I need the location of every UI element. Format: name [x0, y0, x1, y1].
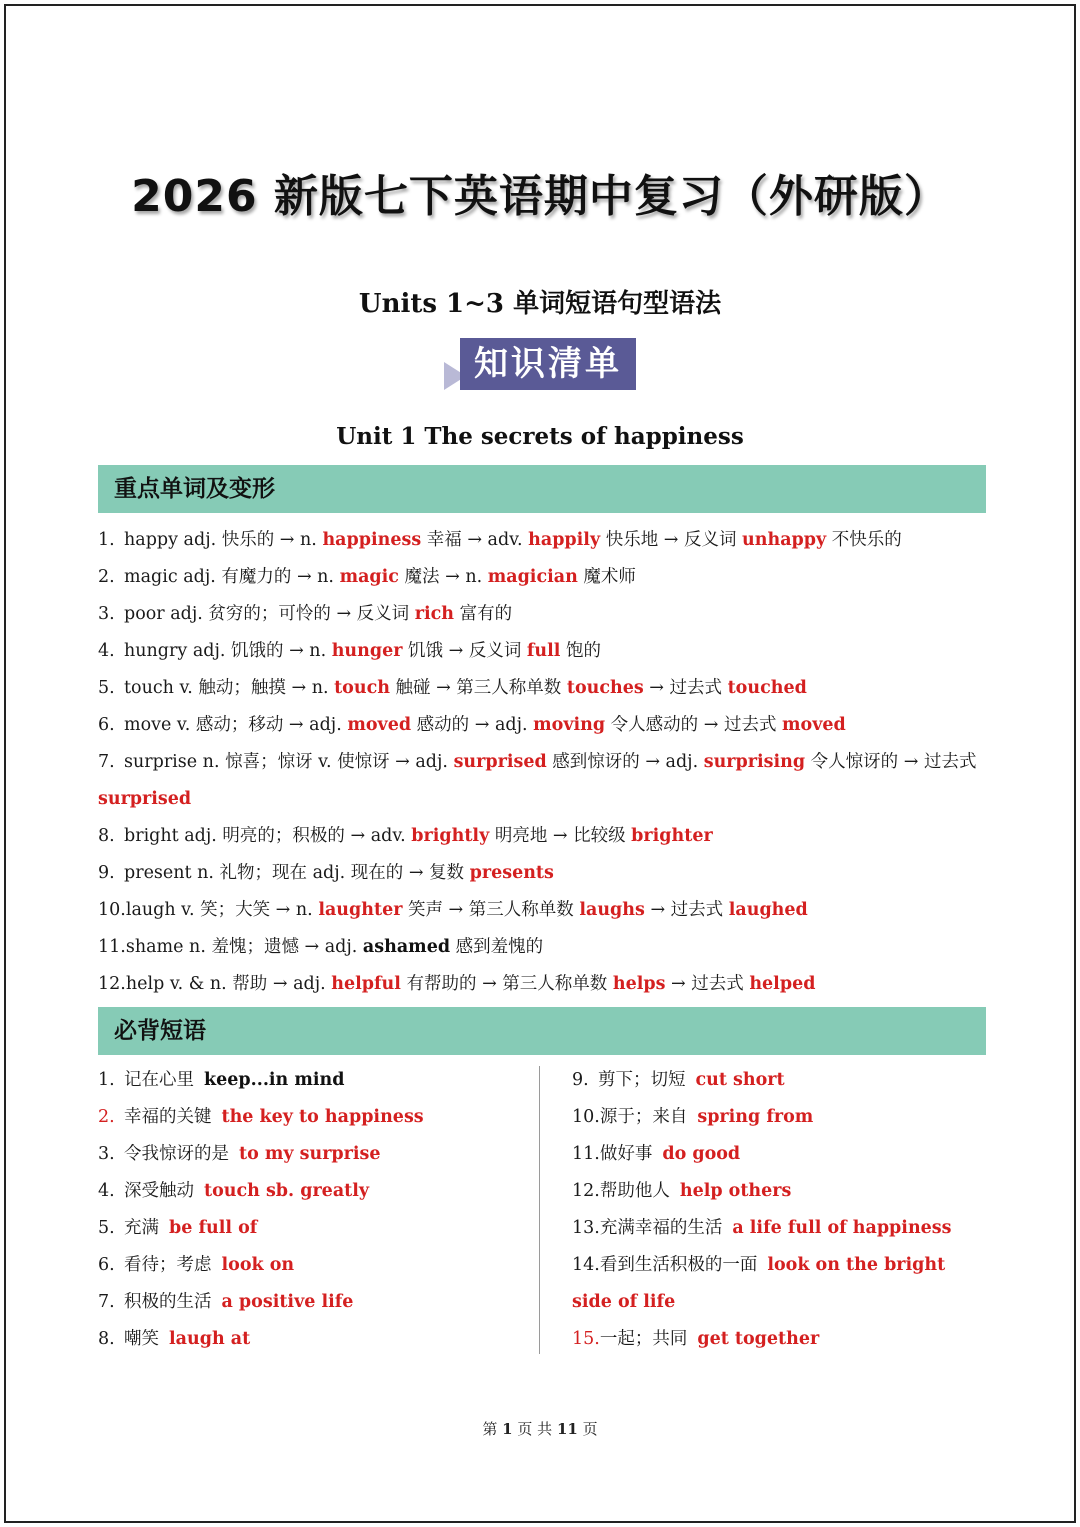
phrase-number: 13.: [572, 1218, 600, 1238]
vocab-text: surprise n. 惊喜；惊讶 v. 使惊讶 → adj.: [124, 752, 454, 772]
phrase-item: [98, 1247, 528, 1284]
vocab-item: [98, 929, 988, 966]
phrase-item: [98, 1321, 528, 1358]
phrase-chinese: 充满幸福的生活: [599, 1218, 723, 1238]
vocab-text: bright adj. 明亮的；积极的 → adv.: [124, 826, 412, 846]
phrase-english: a life full of happiness: [732, 1218, 952, 1238]
vocab-text: laugh v. 笑；大笑 → n.: [125, 900, 319, 920]
vocab-text: 令人感动的 → 过去式: [605, 715, 783, 735]
vocab-answer: magician: [487, 567, 578, 587]
phrase-english: do good: [662, 1144, 741, 1164]
phrase-number: 2.: [98, 1107, 115, 1127]
phrase-item: [572, 1099, 987, 1136]
vocab-text: 明亮地 → 比较级: [489, 826, 632, 846]
vocab-number: 1.: [98, 530, 115, 550]
phrase-chinese: 看到生活积极的一面: [599, 1255, 758, 1275]
phrase-item: [98, 1136, 528, 1173]
vocab-number: 2.: [98, 567, 115, 587]
vocab-number: 10.: [98, 900, 126, 920]
phrase-english: spring from: [697, 1107, 814, 1127]
vocab-text: 有帮助的 → 第三人称单数: [400, 974, 613, 994]
section-header-vocab: 重点单词及变形: [98, 465, 986, 513]
vocab-answer: helped: [749, 974, 816, 994]
vocab-text: 富有的: [454, 604, 513, 624]
phrase-english: touch sb. greatly: [204, 1181, 370, 1201]
vocab-answer: rich: [414, 604, 454, 624]
vocab-item: [98, 559, 988, 596]
vocab-item: [98, 892, 988, 929]
phrase-number: 12.: [572, 1181, 600, 1201]
vocab-answer: surprising: [703, 752, 806, 772]
section-header-phrases: 必背短语: [98, 1007, 986, 1055]
vocab-text: 快乐地 → 反义词: [600, 530, 743, 550]
phrase-english: be full of: [169, 1218, 258, 1238]
vocab-text: → 过去式: [643, 678, 728, 698]
vocab-text: 感到惊讶的 → adj.: [546, 752, 704, 772]
phrase-chinese: 令我惊讶的是: [124, 1144, 229, 1164]
phrase-chinese: 幸福的关键: [124, 1107, 212, 1127]
phrase-english: get together: [697, 1329, 820, 1349]
phrase-english: to my surprise: [239, 1144, 381, 1164]
vocab-text: → 过去式: [644, 900, 729, 920]
vocab-text: 饥饿 → 反义词: [402, 641, 527, 661]
phrase-number: 5.: [98, 1218, 115, 1238]
vocab-text: present n. 礼物；现在 adj. 现在的 → 复数: [124, 863, 470, 883]
vocab-number: 5.: [98, 678, 115, 698]
vocab-number: 4.: [98, 641, 115, 661]
vocab-text: 触碰 → 第三人称单数: [389, 678, 567, 698]
phrase-chinese: 记在心里: [124, 1070, 194, 1090]
phrase-item: [98, 1062, 528, 1099]
phrase-chinese: 积极的生活: [124, 1292, 212, 1312]
vocab-text: 笑声 → 第三人称单数: [402, 900, 580, 920]
phrase-number: 11.: [572, 1144, 600, 1164]
vocab-text: happy adj. 快乐的 → n.: [124, 530, 323, 550]
main-title: 2026 新版七下英语期中复习（外研版）: [131, 171, 949, 222]
vocab-answer: unhappy: [742, 530, 827, 550]
vocab-answer: helps: [612, 974, 666, 994]
phrase-number: 10.: [572, 1107, 600, 1127]
phrase-english: look on: [221, 1255, 295, 1275]
vocab-number: 12.: [98, 974, 126, 994]
vocab-answer: laughter: [318, 900, 403, 920]
footer-prefix: 第: [482, 1420, 498, 1438]
vocab-item: [98, 633, 988, 670]
vocab-text: 饱的: [560, 641, 602, 661]
vocab-answer: full: [526, 641, 561, 661]
vocab-number: 11.: [98, 937, 126, 957]
vocab-bold: ashamed: [362, 937, 451, 957]
vocab-answer: touch: [334, 678, 390, 698]
phrase-item: [572, 1136, 987, 1173]
vocab-item: [98, 670, 988, 707]
vocab-text: move v. 感动；移动 → adj.: [124, 715, 348, 735]
vocab-item: [98, 966, 988, 1003]
sub-title: Units 1~3 单词短语句型语法: [358, 289, 722, 319]
vocab-item: [98, 744, 988, 818]
vocab-answer: presents: [469, 863, 554, 883]
vocab-list: [98, 522, 988, 1003]
phrase-chinese: 帮助他人: [599, 1181, 670, 1201]
vocab-text: touch v. 触动；触摸 → n.: [124, 678, 335, 698]
vocab-number: 6.: [98, 715, 115, 735]
vocab-text: 令人惊讶的 → 过去式: [805, 752, 977, 772]
vocab-number: 8.: [98, 826, 115, 846]
phrase-number: 1.: [98, 1070, 115, 1090]
phrase-number: 15.: [572, 1329, 600, 1349]
footer-mid: 页 共: [517, 1420, 553, 1438]
phrase-english: the key to happiness: [221, 1107, 424, 1127]
phrase-chinese: 剪下；切短: [598, 1070, 686, 1090]
vocab-text: 魔法 → n.: [398, 567, 488, 587]
phrase-english: cut short: [695, 1070, 785, 1090]
phrase-number: 7.: [98, 1292, 115, 1312]
phrase-chinese: 看待；考虑: [124, 1255, 212, 1275]
phrase-number: 3.: [98, 1144, 115, 1164]
vocab-text: 不快乐的: [826, 530, 902, 550]
badge: [444, 338, 636, 390]
phrase-english: look on the bright side of life: [572, 1255, 946, 1312]
phrase-chinese: 嘲笑: [124, 1329, 159, 1349]
phrase-english: help others: [679, 1181, 792, 1201]
vocab-text: shame n. 羞愧；遗憾 → adj.: [125, 937, 363, 957]
vocab-text: 感动的 → adj.: [411, 715, 534, 735]
vocab-answer: happily: [528, 530, 601, 550]
vocab-answer: brighter: [631, 826, 713, 846]
badge-label: 知识清单: [460, 338, 636, 390]
phrase-english: a positive life: [221, 1292, 354, 1312]
footer-page-number: 1: [502, 1420, 513, 1438]
phrase-number: 4.: [98, 1181, 115, 1201]
vocab-number: 7.: [98, 752, 115, 772]
vocab-number: 3.: [98, 604, 115, 624]
phrase-number: 8.: [98, 1329, 115, 1349]
phrase-chinese: 源于；来自: [599, 1107, 688, 1127]
phrase-number: 9.: [572, 1070, 589, 1090]
phrase-item: [572, 1210, 987, 1247]
vocab-answer: surprised: [98, 789, 192, 809]
footer-suffix: 页: [582, 1420, 598, 1438]
vocab-item: [98, 522, 988, 559]
phrase-item: [572, 1321, 987, 1358]
vocab-answer: moving: [533, 715, 606, 735]
vocab-number: 9.: [98, 863, 115, 883]
page-footer: [0, 1418, 1080, 1439]
vocab-answer: touches: [566, 678, 644, 698]
vocab-text: help v. & n. 帮助 → adj.: [125, 974, 332, 994]
phrase-item: [572, 1247, 987, 1321]
phrase-item: [98, 1284, 528, 1321]
footer-total-pages: 11: [556, 1420, 578, 1438]
vocab-answer: magic: [339, 567, 399, 587]
phrase-number: 14.: [572, 1255, 600, 1275]
vocab-text: magic adj. 有魔力的 → n.: [124, 567, 340, 587]
vocab-text: 感到羞愧的: [450, 937, 544, 957]
phrase-chinese: 深受触动: [124, 1181, 194, 1201]
vocab-answer: surprised: [453, 752, 547, 772]
vocab-item: [98, 596, 988, 633]
column-divider: [539, 1066, 540, 1354]
vocab-text: hungry adj. 饥饿的 → n.: [124, 641, 332, 661]
vocab-text: → 过去式: [665, 974, 750, 994]
vocab-answer: laughs: [579, 900, 645, 920]
vocab-answer: hunger: [331, 641, 403, 661]
phrase-item: [98, 1210, 528, 1247]
vocab-answer: laughed: [728, 900, 808, 920]
unit-title: Unit 1 The secrets of happiness: [336, 423, 744, 450]
phrase-item: [98, 1173, 528, 1210]
vocab-text: 幸福 → adv.: [421, 530, 529, 550]
phrase-item: [572, 1173, 987, 1210]
vocab-answer: touched: [727, 678, 807, 698]
phrase-list-right: [572, 1062, 987, 1358]
vocab-item: [98, 855, 988, 892]
vocab-text: poor adj. 贫穷的；可怜的 → 反义词: [124, 604, 415, 624]
phrase-english: laugh at: [169, 1329, 251, 1349]
vocab-answer: happiness: [322, 530, 422, 550]
phrase-item: [572, 1062, 987, 1099]
vocab-item: [98, 707, 988, 744]
vocab-answer: brightly: [411, 826, 490, 846]
vocab-answer: moved: [347, 715, 412, 735]
phrase-english: keep...in mind: [204, 1070, 345, 1090]
phrase-chinese: 做好事: [599, 1144, 653, 1164]
vocab-answer: moved: [782, 715, 846, 735]
phrase-list-left: [98, 1062, 528, 1358]
vocab-answer: helpful: [331, 974, 401, 994]
phrase-chinese: 充满: [124, 1218, 159, 1238]
phrase-chinese: 一起；共同: [599, 1329, 688, 1349]
vocab-item: [98, 818, 988, 855]
vocab-text: 魔术师: [577, 567, 636, 587]
phrase-item: [98, 1099, 528, 1136]
phrase-number: 6.: [98, 1255, 115, 1275]
